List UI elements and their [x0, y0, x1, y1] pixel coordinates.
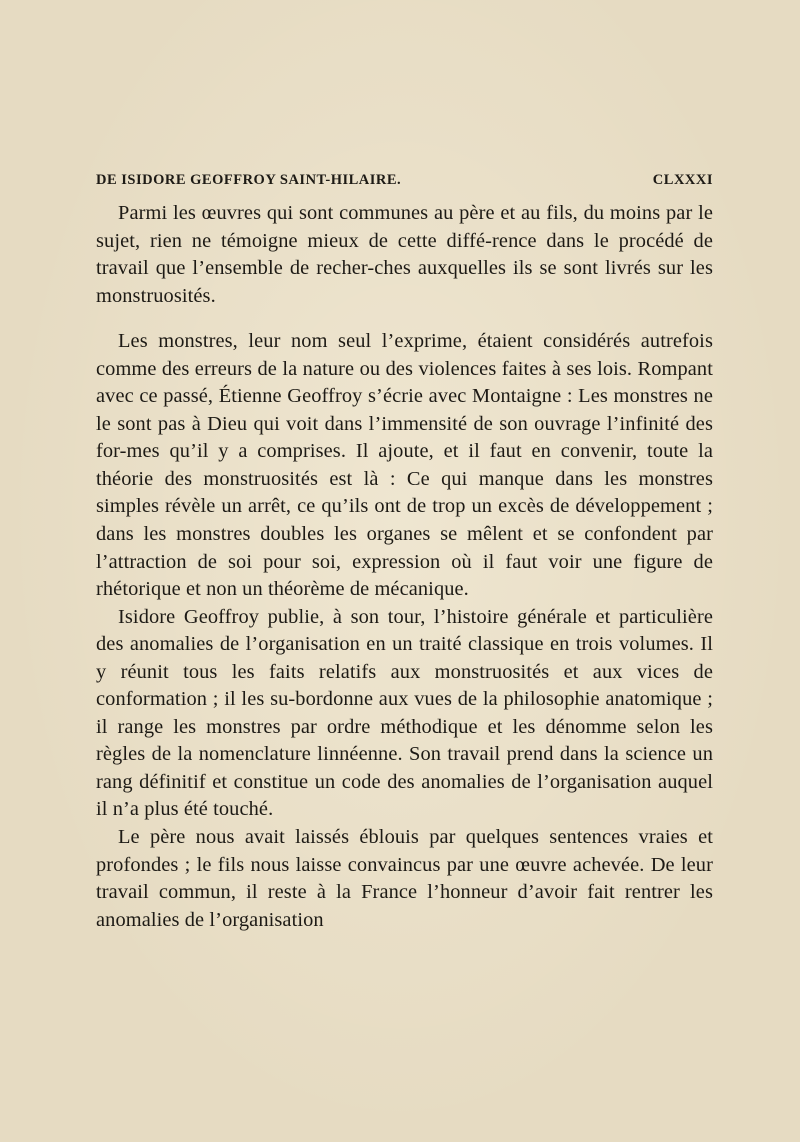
page-number: CLXXXI — [652, 172, 713, 188]
paragraph-3: Isidore Geoffroy publie, à son tour, l’histoire générale et particulière des anomalies de l’organisation en un traité classique en trois volumes. Il y réunit tous les faits relatifs aux monstruosités et aux vices de conformation ; il les su-bordonne aux vues de la philosophie anatomique ; il range les monstres par ordre méthodique et les dénomme selon les règles de la nomenclature linnéenne. Son travail prend dans la science un rang définitif et constitue un code des anomalies de l’organisation auquel il n’a plus été touché. — [96, 605, 713, 821]
paragraph-1: Parmi les œuvres qui sont communes au père et au fils, du moins par le sujet, rien ne témoigne mieux de cette diffé-rence dans le procédé de travail que l’ensemble de recher-ches auxquelles ils se sont livrés sur les monstruosités. — [96, 202, 713, 307]
paragraph-2: Les monstres, leur nom seul l’exprime, étaient considérés autrefois comme des erreurs de la nature ou des violences faites à ses lois. Rompant avec ce passé, Étienne Geoffroy s’écrie avec Montaigne : Les monstres ne le sont pas à Dieu qui voit dans l’immensité de son ouvrage l’infinité des for-mes qu’il y a comprises. Il ajoute, et il faut en convenir, toute la théorie des monstruosités est là : Ce qui manque dans les monstres simples révèle un arrêt, ce qu’ils ont de trop un excès de développement ; dans les monstres doubles les organes se mêlent et se confondent par l’attraction de soi pour soi, expression où il faut voir une figure de rhétorique et non un théorème de mécanique. — [96, 330, 713, 601]
body-text — [96, 200, 713, 934]
running-title: DE ISIDORE GEOFFROY SAINT-HILAIRE. — [96, 172, 402, 188]
running-header — [96, 172, 713, 196]
paragraph-4: Le père nous avait laissés éblouis par quelques sentences vraies et profondes ; le fils nous laisse convaincus par une œuvre achevée. De leur travail commun, il reste à la France l’honneur d’avoir fait rentrer les anomalies de l’organisation — [96, 826, 713, 931]
